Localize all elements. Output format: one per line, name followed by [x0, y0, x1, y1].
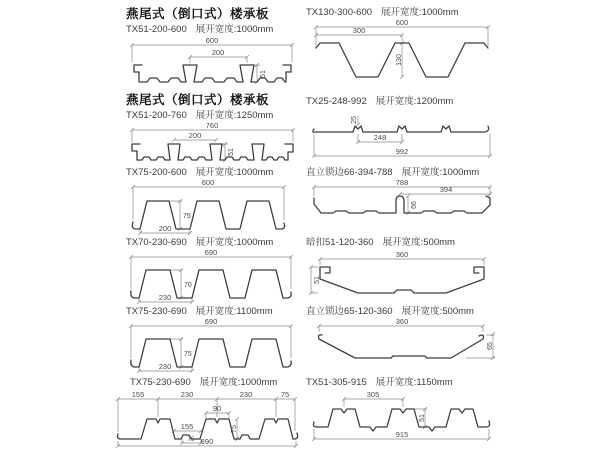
model-label: TX51-200-600 — [126, 24, 187, 35]
model-label: TX75-230-690 — [130, 377, 191, 388]
dim-top-width: 360 — [395, 250, 409, 259]
dim-height: 75 — [231, 425, 238, 433]
dim-valley: 155 — [180, 422, 194, 431]
dimension-lines — [317, 324, 495, 360]
panel-tx70-230-690 — [126, 236, 304, 307]
panel-subtitle — [126, 166, 304, 179]
panel-subtitle — [126, 109, 304, 122]
model-label: TX51-305-915 — [306, 377, 367, 388]
dim-rib-top: 90 — [212, 404, 222, 413]
profile-outline — [132, 201, 284, 229]
profile-outline — [134, 65, 291, 82]
profile-drawing — [126, 179, 291, 237]
panel-subtitle — [126, 23, 304, 36]
model-label: TX51-200-760 — [126, 110, 187, 121]
dim-height: 75 — [183, 213, 191, 220]
panel-subtitle — [110, 376, 304, 389]
dim-height: 51 — [314, 276, 321, 284]
dim-valley-small: 75 — [187, 437, 195, 443]
panel-tx75-230-690-1100 — [126, 305, 304, 376]
spread-width-label: 展开宽度:500mm — [401, 306, 474, 317]
dim-overall: 690 — [200, 437, 214, 446]
panel-tx75-230-690-1000 — [110, 376, 304, 449]
dim-height: 25 — [351, 116, 358, 124]
profile-drawing — [306, 389, 498, 447]
profile-drawing — [306, 179, 498, 227]
dim-pitch: 305 — [366, 390, 380, 399]
panel-subtitle — [306, 305, 500, 318]
dim-overall: 788 — [395, 179, 409, 187]
dimension-lines — [314, 25, 490, 79]
panel-subtitle — [126, 305, 304, 318]
dim-pitch: 230 — [158, 293, 172, 302]
dimension-lines — [309, 257, 486, 295]
spread-width-label: 展开宽度:1000mm — [401, 167, 480, 178]
spread-width-label: 展开宽度:1200mm — [375, 96, 454, 107]
panel-tx51-200-760 — [126, 92, 304, 166]
profile-drawing — [306, 108, 498, 162]
panel-tx51-305-915 — [306, 376, 500, 447]
dim-height: 51 — [228, 148, 235, 156]
profile-outline — [132, 144, 293, 160]
dim-height: 66 — [411, 201, 418, 209]
dim-pitch: 230 — [158, 362, 172, 371]
spread-width-label: 展开宽度:500mm — [382, 237, 455, 248]
spread-width-label: 展开宽度:1000mm — [195, 237, 274, 248]
spread-width-label: 展开宽度:1000mm — [199, 377, 278, 388]
dim-overall: 600 — [201, 179, 215, 187]
spread-width-label: 展开宽度:1000mm — [195, 167, 274, 178]
profile-drawing — [126, 36, 298, 92]
dim-overall: 915 — [395, 430, 409, 439]
profile-drawing — [110, 389, 300, 449]
panel-subtitle — [306, 95, 500, 108]
model-label: TX25-248-992 — [306, 96, 367, 107]
dim-seg1: 155 — [131, 390, 145, 399]
panel-tx130-300-600 — [306, 6, 500, 87]
dim-top-width: 360 — [395, 318, 409, 326]
dim-height: 70 — [184, 282, 192, 289]
dim-overall: 760 — [205, 122, 219, 130]
profile-outline — [318, 335, 483, 358]
dim-pitch: 200 — [211, 48, 225, 57]
spread-width-label: 展开宽度:1000mm — [381, 7, 459, 18]
dim-seg4: 75 — [280, 390, 290, 399]
profile-outline — [313, 409, 489, 431]
model-label: TX75-230-690 — [126, 306, 187, 317]
dim-height: 65 — [487, 342, 494, 350]
dim-height: 51 — [419, 414, 426, 422]
dim-seg3: 230 — [239, 390, 253, 399]
profile-drawing — [306, 318, 498, 370]
dim-height: 75 — [184, 351, 192, 358]
panel-heading: 燕尾式（倒口式）楼承板 — [126, 7, 270, 21]
dim-overall: 690 — [204, 249, 218, 257]
profile-drawing — [306, 249, 498, 305]
profile-outline — [117, 419, 297, 439]
panel-subtitle — [306, 6, 500, 19]
model-label: 暗扣51-120-360 — [306, 237, 374, 248]
spread-width-label: 展开宽度:1150mm — [375, 377, 453, 388]
model-label: 直立锁边65-120-360 — [306, 306, 393, 317]
model-label: TX130-300-600 — [306, 7, 373, 18]
profile-outline — [131, 339, 291, 367]
dimension-lines — [129, 324, 293, 373]
profile-outline — [314, 196, 490, 213]
dimension-lines — [129, 255, 293, 304]
spread-width-label: 展开宽度:1250mm — [195, 110, 274, 121]
profile-outline — [313, 126, 489, 132]
dim-pitch: 300 — [352, 26, 366, 35]
profile-outline — [131, 270, 291, 298]
panel-subtitle — [306, 376, 500, 389]
profile-drawing — [126, 249, 298, 307]
model-label: TX70-230-690 — [126, 237, 187, 248]
panel-tx25-248-992 — [306, 95, 500, 162]
dim-seg2: 230 — [180, 390, 194, 399]
profile-drawing — [126, 318, 298, 376]
dimension-lines — [131, 185, 286, 235]
dim-pitch: 200 — [188, 131, 202, 140]
panel-tx51-200-600 — [126, 6, 304, 92]
panel-subtitle — [306, 236, 500, 249]
panel-subtitle — [126, 236, 304, 249]
profile-drawing — [306, 19, 498, 87]
model-label: 直立锁边66-394-788 — [306, 167, 393, 178]
dim-overall: 992 — [395, 147, 409, 156]
panel-subtitle — [306, 166, 500, 179]
dim-overall: 600 — [395, 19, 409, 27]
panel-clip-51-120-360 — [306, 236, 500, 305]
panel-seam-66-394-788 — [306, 166, 500, 227]
spread-width-label: 展开宽度:1000mm — [195, 24, 274, 35]
model-label: TX75-200-600 — [126, 167, 187, 178]
dim-height: 130 — [396, 54, 403, 66]
dim-pitch: 248 — [373, 133, 387, 142]
dim-overall: 600 — [205, 36, 219, 45]
dim-half-pitch: 394 — [439, 185, 453, 194]
panel-heading: 燕尾式（倒口式）楼承板 — [126, 93, 270, 107]
profile-outline — [320, 267, 484, 293]
dim-overall: 690 — [204, 318, 218, 326]
dim-pitch: 200 — [158, 224, 172, 233]
profile-drawing — [126, 122, 298, 166]
panel-seam-65-120-360 — [306, 305, 500, 370]
spread-width-label: 展开宽度:1100mm — [195, 306, 273, 317]
panel-tx75-200-600 — [126, 166, 304, 237]
dim-height: 51 — [260, 70, 267, 78]
